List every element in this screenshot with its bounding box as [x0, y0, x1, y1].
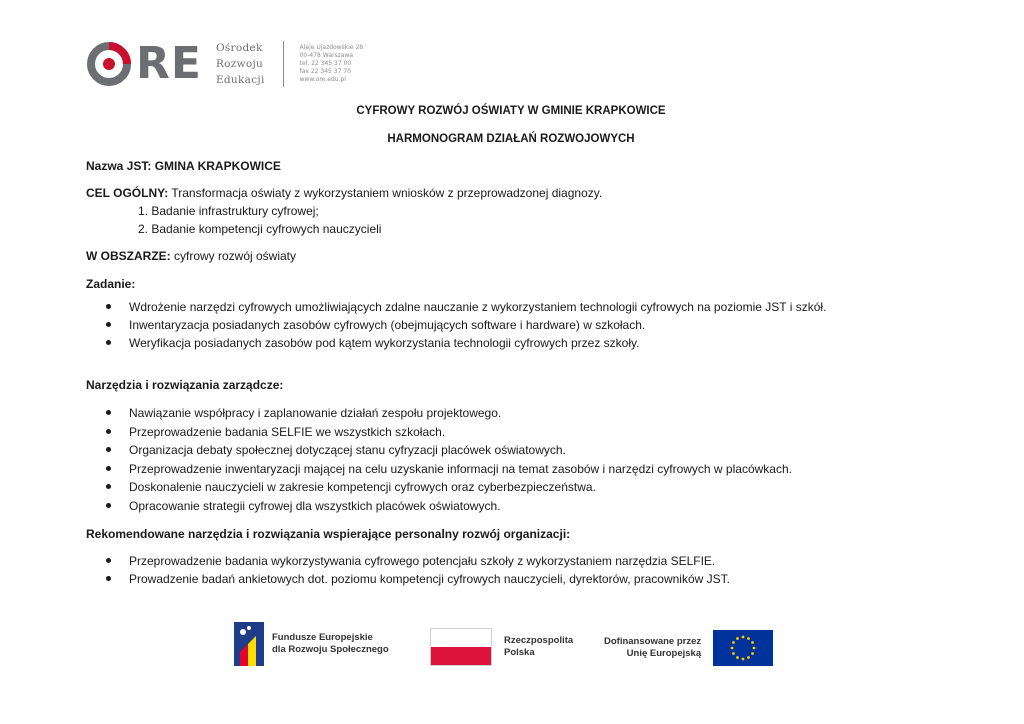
- ore-logo-letters: RE: [136, 38, 202, 89]
- bullet-icon: [106, 576, 111, 581]
- eu-star-icon: [732, 641, 735, 644]
- fundusze-europejskie-icon: [234, 622, 264, 666]
- ore-org-name: [216, 40, 265, 88]
- bullet-icon: [106, 466, 111, 471]
- address-line: Aleje Ujazdowskie 28: [299, 44, 364, 51]
- goal-text: Transformacja oświaty z wykorzystaniem wniosków z przeprowadzonej diagnozy.: [168, 186, 603, 200]
- eu-star-icon: [751, 652, 754, 655]
- task-item-text: Wdrożenie narzędzi cyfrowych umożliwiających zdalne nauczanie z wykorzystaniem technologii cyfrowych na poziomie JST i szkół.: [129, 300, 827, 314]
- funding-logos-footer: [234, 622, 794, 670]
- bullet-icon: [106, 484, 111, 489]
- eu-star-icon: [747, 637, 750, 640]
- rp-text: [504, 635, 573, 659]
- goal-item: 2. Badanie kompetencji cyfrowych nauczycieli: [138, 222, 382, 236]
- tools-item-text: Nawiązanie współpracy i zaplanowanie działań zespołu projektowego.: [129, 406, 502, 420]
- ore-logo-mark-icon: [86, 41, 132, 87]
- tools-item-text: Opracowanie strategii cyfrowej dla wszystkich placówek oświatowych.: [129, 499, 501, 513]
- goal-line: [86, 184, 602, 202]
- document-title: CYFROWY ROZWÓJ OŚWIATY W GMINIE KRAPKOWICE: [356, 105, 666, 117]
- bullet-icon: [106, 447, 111, 452]
- ore-header: [86, 38, 363, 90]
- bullet-icon: [106, 340, 111, 345]
- ore-address: [300, 44, 364, 84]
- ore-logo: [86, 40, 202, 88]
- eu-star-icon: [747, 656, 750, 659]
- eu-star-icon: [753, 647, 756, 650]
- recommended-item: [106, 570, 730, 588]
- address-line: fax 22 345 37 70: [299, 68, 351, 75]
- recommended-item-text: Prowadzenie badań ankietowych dot. poziomu kompetencji cyfrowych nauczycieli, dyrektorów, pracowników JST.: [129, 572, 730, 586]
- eu-star-icon: [736, 637, 739, 640]
- eu-star-icon: [742, 658, 745, 661]
- bullet-icon: [106, 322, 111, 327]
- eu-star-icon: [742, 636, 745, 639]
- task-item: [106, 298, 826, 316]
- eu-star-icon: [751, 641, 754, 644]
- address-line: www.ore.edu.pl: [299, 76, 346, 83]
- bullet-icon: [106, 410, 111, 415]
- address-line: 00-478 Warszawa: [299, 52, 353, 59]
- ore-org-name-line: Rozwoju: [215, 58, 264, 70]
- document-subtitle: HARMONOGRAM DZIAŁAŃ ROZWOJOWYCH: [387, 133, 635, 145]
- bullet-icon: [106, 304, 111, 309]
- tools-item-text: Przeprowadzenie inwentaryzacji mającej na celu uzyskanie informacji na temat zasobów i narzędzi cyfrowych w placówkach.: [129, 462, 792, 476]
- tools-item: [106, 423, 445, 441]
- bullet-icon: [106, 503, 111, 508]
- fe-text-line: dla Rozwoju Społecznego: [272, 644, 389, 655]
- eu-logo: [604, 630, 773, 666]
- task-item-text: Weryfikacja posiadanych zasobów pod kątem wykorzystania technologii cyfrowych przez szkoły.: [129, 336, 640, 350]
- tools-item: [106, 460, 792, 478]
- recommended-heading: Rekomendowane narzędzia i rozwiązania wspierające personalny rozwój organizacji:: [86, 527, 571, 541]
- rp-text-line: Polska: [504, 647, 535, 658]
- fe-logo: [234, 622, 389, 666]
- ore-org-name-line: Edukacji: [215, 74, 265, 86]
- area-text: cyfrowy rozwój oświaty: [170, 249, 297, 263]
- tools-item: [106, 497, 500, 515]
- tools-item-text: Doskonalenie nauczycieli w zakresie kompetencji cyfrowych oraz cyberbezpieczeństwa.: [129, 480, 596, 494]
- task-item: [106, 316, 645, 334]
- tools-item: [106, 404, 501, 422]
- goal-item: 1. Badanie infrastruktury cyfrowej;: [138, 204, 319, 218]
- task-item: [106, 334, 639, 352]
- rp-logo: [430, 628, 573, 666]
- eu-star-icon: [736, 656, 739, 659]
- jst-name: Nazwa JST: GMINA KRAPKOWICE: [86, 159, 281, 173]
- eu-text: [604, 636, 701, 660]
- eu-text-line: Unię Europejską: [626, 648, 702, 659]
- polish-flag-icon: [430, 628, 492, 666]
- fe-text-line: Fundusze Europejskie: [272, 632, 373, 643]
- eu-flag-icon: [713, 630, 773, 666]
- eu-star-icon: [731, 647, 734, 650]
- tools-heading: Narzędzia i rozwiązania zarządcze:: [86, 378, 284, 392]
- recommended-item-text: Przeprowadzenie badania wykorzystywania cyfrowego potencjału szkoły z wykorzystaniem narzędzia SELFIE.: [129, 554, 716, 568]
- tools-item: [106, 478, 596, 496]
- tools-item-text: Organizacja debaty społecznej dotyczącej stanu cyfryzacji placówek oświatowych.: [129, 443, 566, 457]
- address-line: tel. 22 345 37 00: [299, 60, 352, 67]
- header-divider: [283, 41, 284, 87]
- area-label: W OBSZARZE:: [86, 249, 171, 263]
- recommended-item: [106, 552, 715, 570]
- ore-org-name-line: Ośrodek: [215, 42, 263, 54]
- bullet-icon: [106, 558, 111, 563]
- rp-text-line: Rzeczpospolita: [504, 635, 574, 646]
- eu-text-line: Dofinansowane przez: [604, 636, 702, 647]
- area-line: [86, 247, 296, 265]
- task-item-text: Inwentaryzacja posiadanych zasobów cyfrowych (obejmujących software i hardware) w szkołach.: [129, 318, 646, 332]
- tools-item-text: Przeprowadzenie badania SELFIE we wszystkich szkołach.: [129, 425, 446, 439]
- eu-star-icon: [732, 652, 735, 655]
- fe-text: [272, 632, 389, 656]
- goal-label: CEL OGÓLNY:: [86, 186, 169, 200]
- task-heading: Zadanie:: [86, 277, 136, 291]
- tools-item: [106, 441, 566, 459]
- bullet-icon: [106, 429, 111, 434]
